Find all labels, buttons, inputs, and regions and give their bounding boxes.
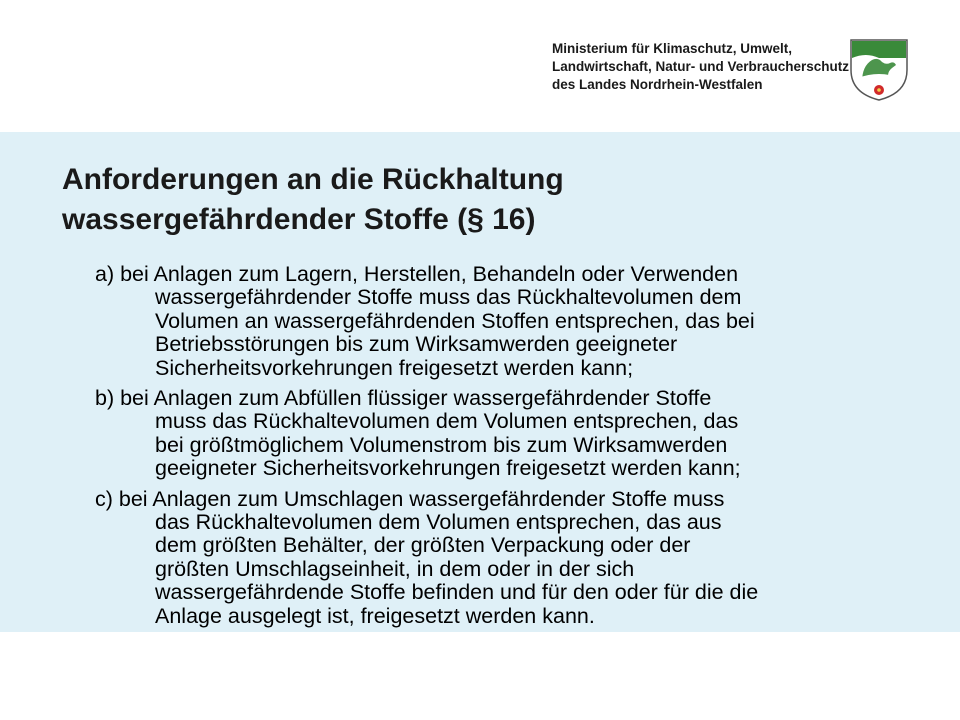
- paragraph-a-line: Volumen an wassergefährdenden Stoffen entsprechen, das bei: [155, 308, 755, 333]
- paragraph-a-line: Betriebsstörungen bis zum Wirksamwerden geeigneter: [155, 332, 678, 357]
- nrw-coat-of-arms-icon: [848, 38, 910, 102]
- paragraph-b-line: geeigneter Sicherheitsvorkehrungen freigesetzt werden kann;: [155, 456, 741, 481]
- ministry-line-1: Ministerium für Klimaschutz, Umwelt,: [552, 41, 793, 56]
- paragraph-c-line: c) bei Anlagen zum Umschlagen wassergefährdender Stoffe muss: [95, 486, 725, 511]
- crest-green-field: [852, 41, 906, 58]
- ministry-line-2: Landwirtschaft, Natur- und Verbraucherschutz: [552, 59, 850, 74]
- crest-rose-center: [877, 88, 881, 92]
- paragraph-a-line: Sicherheitsvorkehrungen freigesetzt werden kann;: [155, 355, 634, 380]
- paragraph-c-line: Anlage ausgelegt ist, freigesetzt werden kann.: [155, 603, 595, 628]
- paragraph-c-line: das Rückhaltevolumen dem Volumen entsprechen, das aus: [155, 510, 722, 535]
- paragraph-c-line: größten Umschlagseinheit, in dem oder in der sich: [155, 556, 635, 581]
- paragraph-a: [95, 263, 935, 380]
- paragraph-a-line: a) bei Anlagen zum Lagern, Herstellen, Behandeln oder Verwenden: [95, 262, 739, 286]
- paragraph-c-line: wassergefährdende Stoffe befinden und für den oder für die die: [155, 580, 759, 605]
- slide-content: [95, 263, 935, 635]
- ministry-name: [552, 40, 849, 94]
- header: [0, 0, 960, 132]
- paragraph-b-line: muss das Rückhaltevolumen dem Volumen entsprechen, das: [155, 409, 739, 434]
- slide-title: [62, 160, 922, 240]
- slide-title-line-2: wassergefährdender Stoffe (§ 16): [62, 203, 536, 236]
- paragraph-c-line: dem größten Behälter, der größten Verpackung oder der: [155, 533, 691, 558]
- ministry-line-3: des Landes Nordrhein-Westfalen: [552, 77, 763, 92]
- paragraph-c: [95, 488, 935, 628]
- slide-title-line-1: Anforderungen an die Rückhaltung: [62, 163, 564, 196]
- paragraph-b-line: bei größtmöglichem Volumenstrom bis zum Wirksamwerden: [155, 432, 728, 457]
- paragraph-a-line: wassergefährdender Stoffe muss das Rückhaltevolumen dem: [155, 285, 742, 310]
- paragraph-b-line: b) bei Anlagen zum Abfüllen flüssiger wassergefährdender Stoffe: [95, 386, 712, 411]
- paragraph-b: [95, 387, 935, 481]
